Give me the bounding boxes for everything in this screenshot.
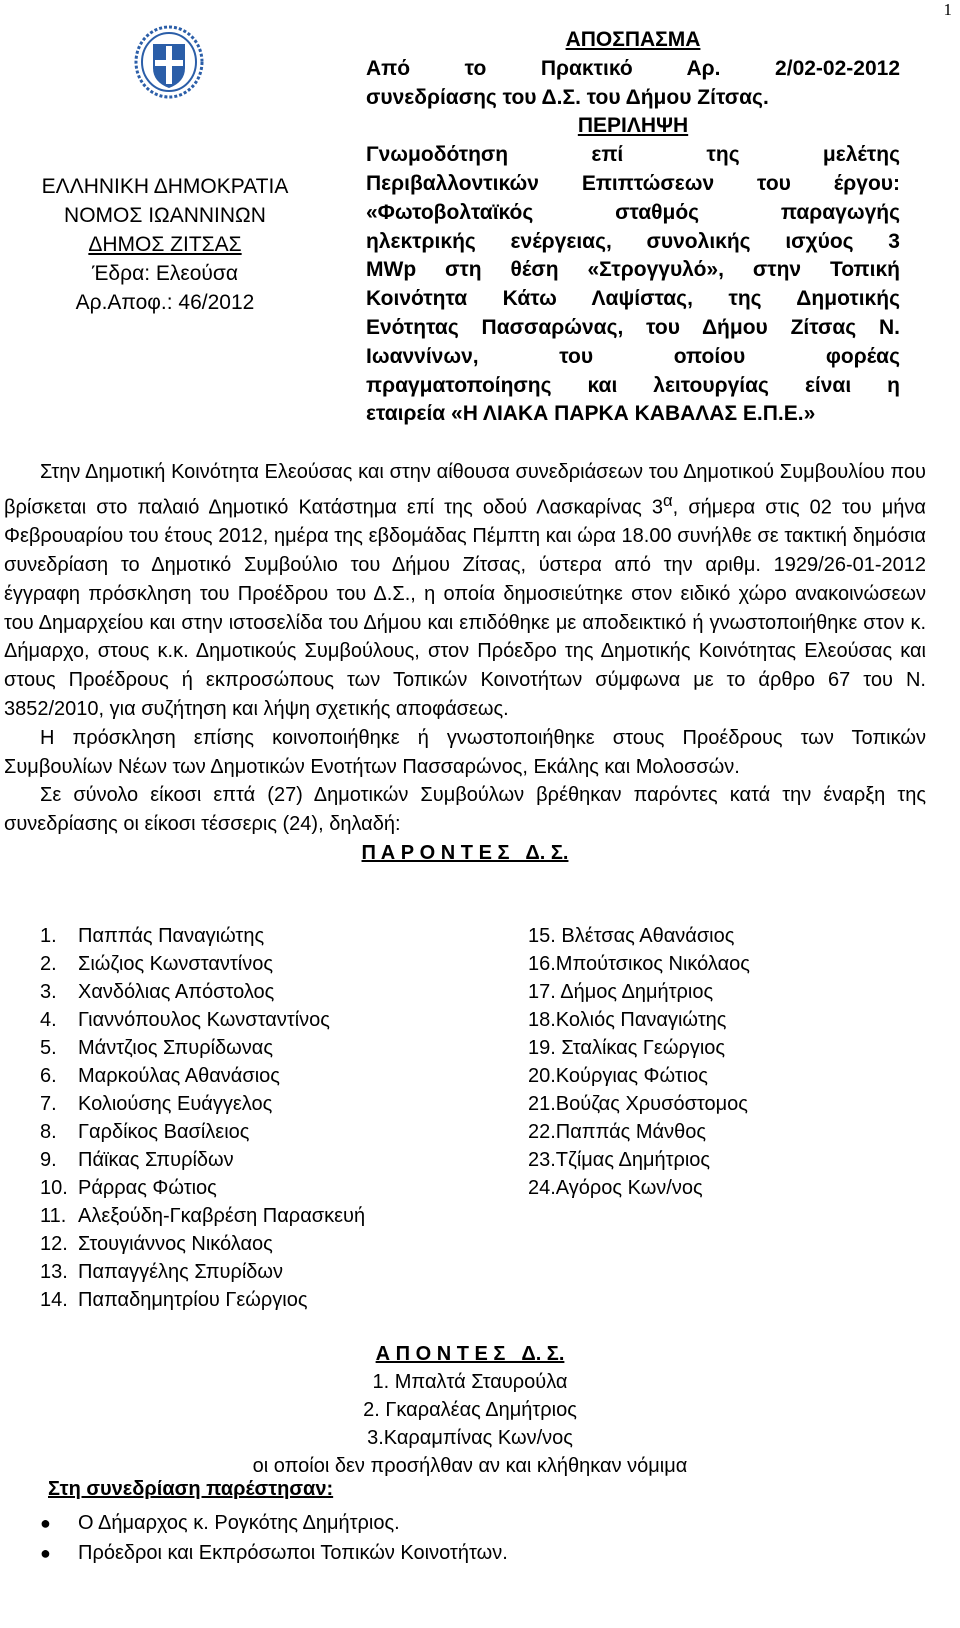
list-item: 23.Τζίμας Δημήτριος [528,1149,711,1171]
member-name: Κολιούσης Ευάγγελος [78,1093,273,1115]
item-number: 3. [40,981,57,1003]
list-item: 2. Γκαραλέας Δημήτριος [363,1399,577,1421]
list-item: 24.Αγόρος Κων/νος [528,1177,703,1199]
summary-label: ΠΕΡΙΛΗΨΗ [577,114,689,138]
list-item: 15. Βλέτσας Αθανάσιος [528,925,735,947]
list-item [40,1062,480,1090]
document-header [366,26,900,429]
list-item [40,1174,480,1202]
list-item: 3.Καραμπίνας Κων/νος [367,1427,573,1449]
bullet-icon: ● [40,1543,51,1563]
member-name: Μαρκούλας Αθανάσιος [78,1065,280,1087]
list-item: 21.Βούζας Χρυσόστομος [528,1093,748,1115]
member-name: Γαρδίκος Βασίλειος [78,1121,250,1143]
minutes-reference: Από το Πρακτικό Αρ. 2/02-02-2012 [366,56,900,80]
attended-title: Στη συνεδρίαση παρέστησαν: [48,1478,334,1500]
member-name: Παππάς Παναγιώτης [78,925,265,947]
list-item [40,1230,480,1258]
page-number: 1 [943,0,952,19]
member-name: Αλεξούδη-Γκαβρέση Παρασκευή [78,1205,366,1227]
item-number: 10. [40,1177,68,1199]
summary-line: πραγματοποίησης και λειτουργίας είναι η [366,373,900,397]
summary-line: Ενότητας Πασσαρώνας, του Δήμου Ζίτσας Ν. [366,315,900,339]
item-number: 12. [40,1233,68,1255]
quorum-paragraph [4,781,926,839]
intro-text-part1: Στην Δημοτική Κοινότητα Ελεούσας και στην αίθουσα συνεδριάσεων του Δημοτικού Συμβουλίου που βρίσκεται στο παλαιό Δημοτικό Κατάστημα επί της οδού Λασκαρίνας 3 [4,461,926,519]
list-item: 1. Μπαλτά Σταυρούλα [372,1371,568,1393]
item-number: 5. [40,1037,57,1059]
session-reference: συνεδρίασης του Δ.Σ. του Δήμου Ζίτσας. [366,85,769,109]
summary-line: Κοινότητα Κάτω Λαψίστας, της Δημοτικής [366,287,900,311]
attendee-text: Πρόεδροι και Εκπρόσωποι Τοπικών Κοινοτήτων. [78,1542,508,1564]
issuer-block [10,172,320,317]
decision-number: Αρ.Αποφ.: 46/2012 [75,291,255,314]
list-item: 16.Μπούτσικος Νικόλαος [528,953,750,975]
list-item: 22.Παππάς Μάνθος [528,1121,706,1143]
list-item [40,978,480,1006]
member-name: Στουγιάννος Νικόλαος [78,1233,273,1255]
item-number: 9. [40,1149,57,1171]
member-name: Μάντζιος Σπυρίδωνας [78,1037,273,1059]
member-name: Γιαννόπουλος Κωνσταντίνος [78,1009,330,1031]
list-item: 20.Κούργιας Φώτιος [528,1065,708,1087]
member-name: Ράρρας Φώτιος [78,1177,217,1199]
member-name: Παπαδημητρίου Γεώργιος [78,1289,308,1311]
attendee-text: Ο Δήμαρχος κ. Ρογκότης Δημήτριος. [78,1512,400,1534]
list-item [40,1146,480,1174]
attended-list [40,1508,508,1568]
absent-note: οι οποίοι δεν προσήλθαν αν και κλήθηκαν νόμιμα [252,1455,688,1477]
list-item [40,1034,480,1062]
item-number: 1. [40,925,57,947]
present-column-2 [528,922,868,1202]
list-item: 19. Σταλίκας Γεώργιος [528,1037,726,1059]
document-title: ΑΠΟΣΠΑΣΜΑ [565,28,701,51]
item-number: 8. [40,1121,57,1143]
list-item [40,1202,480,1230]
item-number: 2. [40,953,57,975]
item-number: 4. [40,1009,57,1031]
list-item [40,950,480,978]
item-number: 6. [40,1065,57,1087]
item-number: 14. [40,1289,68,1311]
present-column-1 [40,922,480,1314]
municipality-name: ΔΗΜΟΣ ΖΙΤΣΑΣ [88,233,242,256]
country-name: ΕΛΛΗΝΙΚΗ ΔΗΜΟΚΡΑΤΙΑ [41,175,289,198]
list-item: 18.Κολιός Παναγιώτης [528,1009,727,1031]
list-item [40,1118,480,1146]
member-name: Παπαγγέλης Σπυρίδων [78,1261,284,1283]
notification-paragraph [4,724,926,782]
list-item [40,1508,508,1538]
notification-text: Η πρόσκληση επίσης κοινοποιήθηκε ή γνωστοποιήθηκε στους Προέδρους των Τοπικών Συμβουλίων Νέων των Δημοτικών Ενοτήτων Πασσαρώνος, Εκάλης και Μολοσσών. [4,726,926,778]
item-number: 13. [40,1261,68,1283]
member-name: Χανδόλιας Απόστολος [78,981,275,1003]
minutes-body [4,458,926,868]
list-item: 17. Δήμος Δημήτριος [528,981,714,1003]
greek-coat-of-arms-icon [133,24,205,100]
summary-line: Ιωαννίνων, του οποίου φορέας [366,344,900,368]
summary-line: Περιβαλλοντικών Επιπτώσεων του έργου: [366,171,900,195]
list-item [40,1090,480,1118]
intro-text-part2: , σήμερα στις 02 του μήνα Φεβρουαρίου του έτους 2012, ημέρα της εβδομάδας Πέμπτη και ώρα 18.00 συνήλθε σε τακτική δημόσια συνεδρίαση το Δημοτικό Συμβούλιο του Δήμου Ζίτσας, ύστερα από την αριθμ. 1929/26-01-2012 έγγραφη πρόσκληση του Προέδρου του Δ.Σ., η οποία δημοσιεύτηκε στον ειδικό χώρο ανακοινώσεων του Δημαρχείου και στην ιστοσελίδα του Δήμου και επιδόθηκε με αποδεικτικό ή γνωστοποιήθηκε στον κ. Δήμαρχο, στους κ.κ. Δημοτικούς Συμβούλους, στον Πρόεδρο της Δημοτικής Κοινότητας Ελεούσας και στους Προέδρους ή εκπροσώπους των Τοπικών Κοινοτήτων σύμφωνα με το άρθρο 67 του Ν. 3852/2010, για συζήτηση και λήψη σχετικής αποφάσεως. [4,496,926,721]
absent-members-block [190,1340,750,1480]
summary-line: MWp στη θέση «Στρογγυλό», στην Τοπική [366,258,900,282]
list-item [40,922,480,950]
list-item [40,1286,480,1314]
bullet-icon: ● [40,1513,51,1533]
quorum-text: Σε σύνολο είκοσι επτά (27) Δημοτικών Συμβούλων βρέθηκαν παρόντες κατά την έναρξη της συνεδρίασης οι είκοσι τέσσερις (24), δηλαδή: [4,784,926,836]
list-item [40,1258,480,1286]
summary-line: Γνωμοδότηση επί της μελέτης [366,143,900,167]
member-name: Πάϊκας Σπυρίδων [78,1149,234,1171]
absent-title: Α Π Ο Ν Τ Ε Σ Δ. Σ. [375,1343,565,1365]
summary-line: «Φωτοβολταϊκός σταθμός παραγωγής [366,200,900,224]
member-name: Σιώζιος Κωνσταντίνος [78,953,273,975]
seat-location: Έδρα: Ελεούσα [91,262,239,285]
intro-paragraph [4,458,926,724]
list-item [40,1538,508,1568]
summary-line: ηλεκτρικής ενέργειας, συνολικής ισχύος 3 [366,229,900,253]
summary-line: εταιρεία «Η ΛΙΑΚΑ ΠΑΡΚΑ ΚΑΒΑΛΑΣ Ε.Π.Ε.» [366,402,816,426]
item-number: 7. [40,1093,57,1115]
item-number: 11. [40,1205,67,1227]
prefecture-name: ΝΟΜΟΣ ΙΩΑΝΝΙΝΩΝ [64,204,266,227]
list-item [40,1006,480,1034]
present-title: Π Α Ρ Ο Ν Τ Ε Σ Δ. Σ. [361,842,569,865]
ordinal-superscript: α [663,490,673,510]
